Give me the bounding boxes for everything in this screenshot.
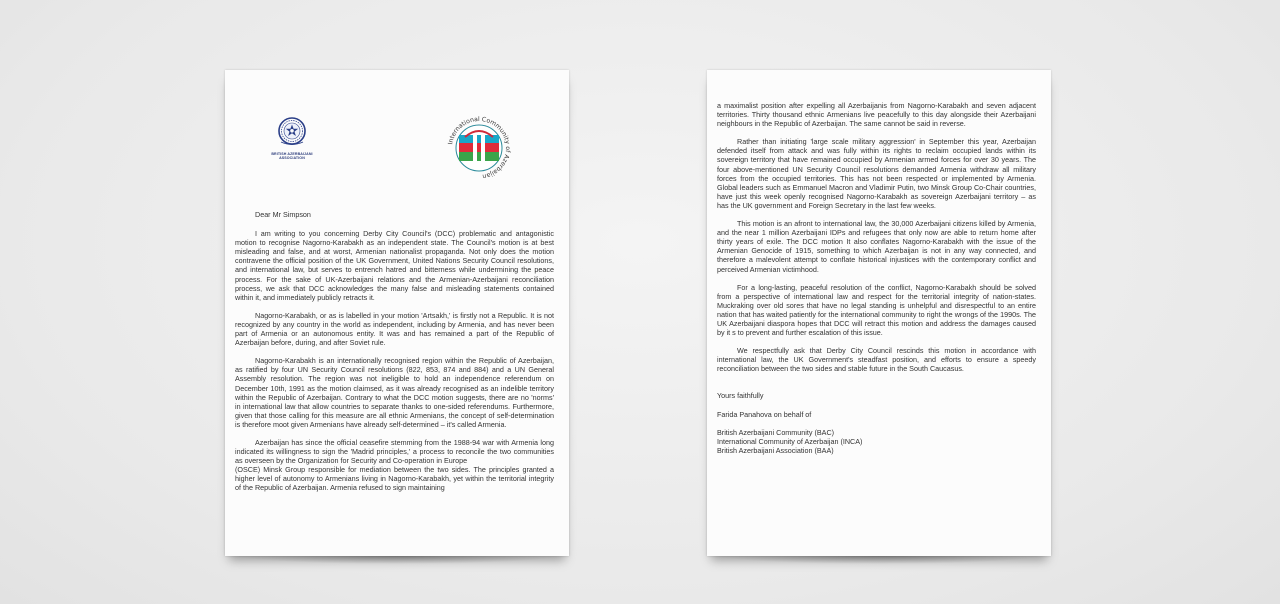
letter-page-1 bbox=[225, 70, 569, 556]
organisation-item: British Azerbaijani Association (BAA) bbox=[717, 445, 834, 455]
bac-caption: BRITISH AZERBAIJANI ASSOCIATION bbox=[271, 152, 313, 161]
inca-logo bbox=[446, 115, 512, 181]
letter-page-2 bbox=[707, 70, 1051, 556]
signatory: Farida Panahova on behalf of bbox=[717, 409, 812, 419]
inca-emblem-icon bbox=[446, 115, 512, 181]
organisation-item: British Azerbaijani Community (BAC) bbox=[717, 427, 835, 437]
page-2-body bbox=[717, 101, 1036, 455]
paragraph: Azerbaijan has since the official ceasefire stemming from the 1988-94 war with Armenia long indicated its willingness to sign the 'Madrid principles,' a process to reconcile the two communities as overseen by the Organization for Security and Co-operation in Europe bbox=[235, 437, 554, 466]
paragraph: For a long-lasting, peaceful resolution of the conflict, Nagorno-Karabakh should be solved from a perspective of international law and respect for the territorial integrity of nation-states. Muckraking over old sores that have no legal standing is unhelpful and disrespectful to an entire nation that has waited patiently for the international community to right the wrongs of the 1990s. The UK Azerbaijani diaspora hopes that DCC will retract this motion and address the damages caused by it s to prevent and further escalation of this issue. bbox=[717, 282, 1036, 338]
paragraph: Nagorno-Karabakh, or as is labelled in your motion 'Artsakh,' is firstly not a Republic. It is not recognized by any country in the world as independent, including by Armenia, and has never been part of Armenia or an autonomous entity. It was and has remained a part of the Republic of Azerbaijan before, during, and after Soviet rule. bbox=[235, 310, 554, 348]
inca-ring-text: International Community of Azerbaijan bbox=[447, 115, 512, 180]
paragraph: We respectfully ask that Derby City Council rescinds this motion in accordance with international law, the UK Government's steadfast position, and efforts to ensure a speedy reconciliation between the two sides and stable future in the South Caucasus. bbox=[717, 346, 1036, 374]
bac-emblem-icon bbox=[272, 116, 312, 150]
paragraph-opening: a maximalist position after expelling all Azerbaijanis from Nagorno-Karabakh and seven adjacent territories. Thirty thousand ethnic Armenians live peacefully to this day alongside their Azerbaijani neighbours in the Republic of Azerbaijan. The same cannot be said in reverse. bbox=[717, 101, 1036, 129]
organisation-item: International Community of Azerbaijan (INCA) bbox=[717, 436, 863, 446]
paragraph: Rather than initiating 'large scale military aggression' in September this year, Azerbaijan defended itself from attack and was fully within its rights to reclaim occupied lands within its sovereign territory that have remained occupied by Armenian armed forces for over 30 years. The four above-mentioned UN Security Council resolutions demanded Armenia withdraw all military forces from the occupied territories. This has not been respected or implemented by Armenia. Global leaders such as Emmanuel Macron and Vladimir Putin, two Minsk Group Co-Chair countries, have just this week openly recognised Nagorno-Karabakh as sovereign Azerbaijani territory – as has the UK government and Foreign Secretary in the last few weeks. bbox=[717, 137, 1036, 210]
paragraph-continuation: (OSCE) Minsk Group responsible for mediation between the two sides. The principles granted a higher level of autonomy to Armenians living in Nagorno-Karabakh, yet within the territorial integrity of the Republic of Azerbaijan. Armenia refused to sign maintaining bbox=[235, 465, 554, 493]
paragraph: I am writing to you concerning Derby City Council's (DCC) problematic and antagonistic motion to recognise Nagorno-Karabakh as an independent state. The Council's motion is at best misleading and false, and at worst, Armenian nationalist propaganda. Not only does the motion contravene the official position of the UK Government, United Nations Security Council resolutions, and international law, but serves to entrench hatred and bitterness while undermining the peace process. For the sake of UK-Azerbaijani relations and the Armenian-Azerbaijani reconciliation process, we ask that DCC acknowledges the many false and misleading statements contained within it, and immediately publicly retracts it. bbox=[235, 229, 554, 302]
salutation: Dear Mr Simpson bbox=[255, 210, 311, 219]
paragraph: This motion is an afront to international law, the 30,000 Azerbaijani citizens killed by Armenia, and the near 1 million Azerbaijani IDPs and refugees that only now are able to return home after thirty years of exile. The DCC motion It also conflates Nagorno-Karabakh with the issue of the Armenian Genocide of 1915, something to which Azerbaijan is not in any way connected, and therefore a malevolent attempt to conflate historical injustices with the contemporary conflict and perceived Armenian victimhood. bbox=[717, 219, 1036, 274]
bac-logo bbox=[269, 116, 315, 160]
page-1-body bbox=[235, 210, 554, 493]
closing: Yours faithfully bbox=[717, 391, 764, 401]
paragraph: Nagorno-Karabakh is an internationally recognised region within the Republic of Azerbaijan, as ratified by four UN Security Council resolutions (822, 853, 874 and 884) and a UN General Assembly resolution. The region was not ineligible to hold an independence referendum on December 10th, 1991 as the motion claimsed, as it was already recognised as an indelible territory within the Republic of Azerbaijan. Contrary to what the DCC motion suggests, there are no 'norms' in international law that allow countries to separate thanks to one-sided referendums. Furthermore, given that those calling for this measure are all ethnic Armenians, the concept of self-determination is therefore moot given Armenians have already self-determined – it's called Armenia. bbox=[235, 356, 554, 429]
